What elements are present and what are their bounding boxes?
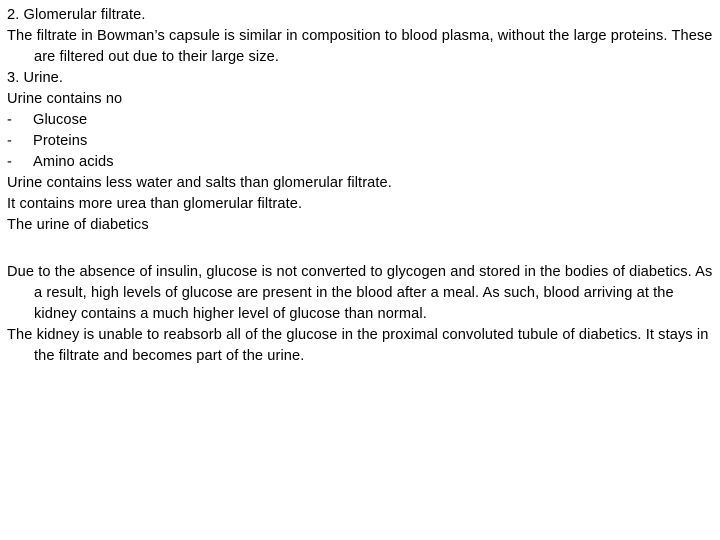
urine-heading: 3. Urine. [7, 70, 64, 86]
list-item [7, 110, 717, 131]
diabetics-paragraph-2: The kidney is unable to reabsorb all of the glucose in the proximal convoluted tubule of diabetics. It stays in the filtrate and becomes part of the urine. [7, 327, 709, 364]
glomerular-filtrate-paragraph: The filtrate in Bowman’s capsule is similar in composition to blood plasma, without the large proteins. These are filtered out due to their large size. [7, 28, 713, 65]
document-body [7, 5, 717, 367]
list-item-text: Proteins [33, 133, 88, 149]
diabetics-heading: The urine of diabetics [7, 217, 149, 233]
list-item [7, 152, 717, 173]
urine-water-salts-text: Urine contains less water and salts than glomerular filtrate. [7, 175, 392, 191]
list-dash: - [7, 154, 12, 170]
urine-intro: Urine contains no [7, 91, 123, 107]
glomerular-filtrate-heading: 2. Glomerular filtrate. [7, 7, 146, 23]
list-item-text: Glucose [33, 112, 88, 128]
list-item-text: Amino acids [33, 154, 114, 170]
list-item [7, 131, 717, 152]
list-dash: - [7, 112, 12, 128]
list-dash: - [7, 133, 12, 149]
diabetics-paragraph-1: Due to the absence of insulin, glucose is not converted to glycogen and stored in the bodies of diabetics. As a result, high levels of glucose are present in the blood after a meal. As such, blood arriving at the kidney contains a much higher level of glucose than normal. [7, 264, 713, 322]
urine-urea-text: It contains more urea than glomerular filtrate. [7, 196, 303, 212]
